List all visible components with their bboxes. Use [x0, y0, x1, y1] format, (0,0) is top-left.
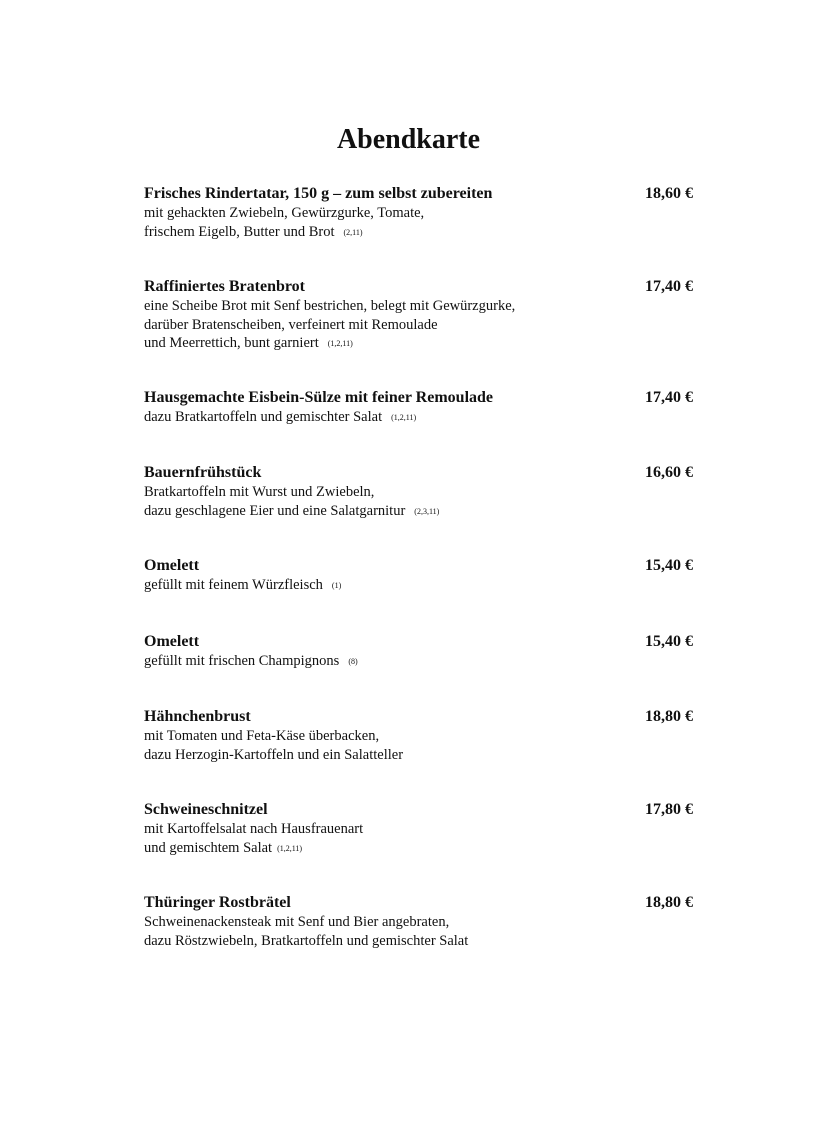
- item-name: Omelett: [144, 633, 200, 650]
- item-description-line: mit Tomaten und Feta-Käse überbacken,: [144, 728, 380, 744]
- item-name: Thüringer Rostbrätel: [144, 894, 291, 911]
- menu-item-omelett-wuerzfleisch: [144, 556, 693, 596]
- item-price: 17,40 €: [645, 389, 693, 406]
- item-description-text: gefüllt mit feinem Würzfleisch: [144, 577, 323, 593]
- item-price: 18,80 €: [645, 894, 693, 911]
- item-price: 18,80 €: [645, 708, 693, 725]
- item-name: Raffiniertes Bratenbrot: [144, 278, 305, 295]
- item-description-line: mit Kartoffelsalat nach Hausfrauenart: [144, 821, 364, 837]
- item-name: Hausgemachte Eisbein-Sülze mit feiner Remoulade: [144, 389, 494, 406]
- item-description-line: [144, 839, 693, 859]
- item-description-line: eine Scheibe Brot mit Senf bestrichen, belegt mit Gewürzgurke,: [144, 298, 516, 314]
- allergen-codes: (1,2,11): [391, 413, 417, 422]
- item-description-line: [144, 408, 693, 428]
- menu-item-haehnchenbrust: [144, 707, 693, 764]
- item-price: 16,60 €: [645, 464, 693, 481]
- item-description-text: und gemischtem Salat: [144, 839, 273, 856]
- item-price: 15,40 €: [645, 557, 693, 574]
- menu-item-eisbein-suelze: [144, 388, 693, 428]
- item-name: Omelett: [144, 557, 200, 574]
- item-description-line: dazu Röstzwiebeln, Bratkartoffeln und gemischter Salat: [144, 932, 469, 949]
- item-price: 18,60 €: [645, 185, 693, 202]
- menu-item-schweineschnitzel: [144, 800, 693, 858]
- item-description-text: gefüllt mit frischen Champignons: [144, 653, 340, 669]
- item-description-line: [144, 334, 693, 354]
- item-name: Schweineschnitzel: [144, 801, 268, 818]
- item-name: Hähnchenbrust: [144, 708, 251, 725]
- item-description-line: Bratkartoffeln mit Wurst und Zwiebeln,: [144, 484, 375, 500]
- item-description-line: darüber Bratenscheiben, verfeinert mit Remoulade: [144, 316, 438, 333]
- allergen-codes: (2,11): [343, 227, 363, 237]
- allergen-codes: (1): [331, 581, 342, 590]
- allergen-codes: (1,2,11): [327, 339, 353, 348]
- item-description-line: [144, 652, 693, 672]
- item-description-text: dazu geschlagene Eier und eine Salatgarnitur: [144, 502, 406, 519]
- menu-item-bratenbrot: [144, 277, 693, 354]
- allergen-codes: (1,2,11): [277, 843, 303, 853]
- item-description-line: [144, 223, 693, 243]
- item-description-line: [144, 576, 693, 596]
- item-price: 17,80 €: [645, 801, 693, 818]
- menu-item-rindertatar: [144, 184, 693, 242]
- item-name: Bauernfrühstück: [144, 464, 262, 481]
- menu-item-rostbraetel: [144, 893, 693, 950]
- menu-item-bauernfruehstueck: [144, 463, 693, 521]
- menu-item-omelett-champignons: [144, 632, 693, 672]
- item-description-line: mit gehackten Zwiebeln, Gewürzgurke, Tomate,: [144, 205, 425, 221]
- item-price: 15,40 €: [645, 633, 693, 650]
- item-description-line: dazu Herzogin-Kartoffeln und ein Salatteller: [144, 746, 404, 763]
- page-title: Abendkarte: [336, 124, 481, 155]
- item-description-text: dazu Bratkartoffeln und gemischter Salat: [144, 409, 383, 425]
- allergen-codes: (2,3,11): [414, 506, 440, 516]
- item-description-text: und Meerrettich, bunt garniert: [144, 335, 319, 351]
- allergen-codes: (8): [348, 657, 358, 666]
- item-description-line: [144, 502, 693, 522]
- item-description-text: frischem Eigelb, Butter und Brot: [144, 223, 335, 240]
- item-price: 17,40 €: [645, 278, 693, 295]
- item-description-line: Schweinenackensteak mit Senf und Bier angebraten,: [144, 914, 450, 930]
- item-name: Frisches Rindertatar, 150 g – zum selbst zubereiten: [144, 185, 493, 202]
